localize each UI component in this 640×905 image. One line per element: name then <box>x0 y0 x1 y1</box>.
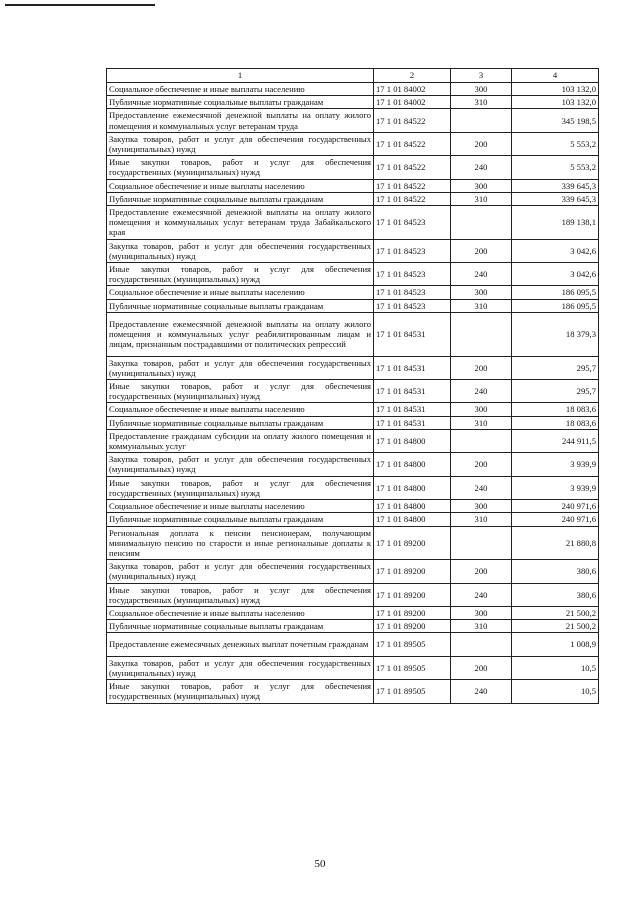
expense-type-code <box>451 206 512 240</box>
expense-type-code: 240 <box>451 476 512 499</box>
row-name: Иные закупки товаров, работ и услуг для обеспечения государственных (муниципальных) нужд <box>107 380 374 403</box>
amount: 186 095,5 <box>512 299 599 312</box>
amount: 380,6 <box>512 560 599 583</box>
expense-type-code: 310 <box>451 96 512 109</box>
expense-type-code: 200 <box>451 239 512 262</box>
table-row <box>107 500 599 513</box>
expense-type-code: 300 <box>451 500 512 513</box>
table-row <box>107 403 599 416</box>
expense-type-code: 240 <box>451 156 512 179</box>
expense-type-code: 240 <box>451 583 512 606</box>
amount: 240 971,6 <box>512 513 599 526</box>
row-name: Социальное обеспечение и иные выплаты населению <box>107 500 374 513</box>
amount: 21 500,2 <box>512 620 599 633</box>
table-row <box>107 312 599 356</box>
column-number-3: 3 <box>451 69 512 83</box>
amount: 3 042,6 <box>512 239 599 262</box>
amount: 10,5 <box>512 680 599 703</box>
table-row <box>107 606 599 619</box>
table-row <box>107 416 599 429</box>
expense-type-code: 200 <box>451 656 512 679</box>
target-article-code: 17 1 01 89200 <box>374 583 451 606</box>
table-row <box>107 192 599 205</box>
amount: 18 379,3 <box>512 312 599 356</box>
row-name: Предоставление ежемесячной денежной выплаты на оплату жилого помещения и коммунальных услуг ветеранам труда <box>107 109 374 132</box>
expense-type-code <box>451 429 512 452</box>
table-row <box>107 560 599 583</box>
expense-type-code: 200 <box>451 560 512 583</box>
expense-type-code: 300 <box>451 606 512 619</box>
expense-type-code <box>451 633 512 656</box>
page-number: 50 <box>314 858 326 870</box>
target-article-code: 17 1 01 84002 <box>374 83 451 96</box>
top-rule <box>5 4 155 6</box>
expense-type-code <box>451 312 512 356</box>
row-name: Закупка товаров, работ и услуг для обеспечения государственных (муниципальных) нужд <box>107 239 374 262</box>
row-name: Публичные нормативные социальные выплаты гражданам <box>107 416 374 429</box>
row-name: Социальное обеспечение и иные выплаты населению <box>107 606 374 619</box>
table-row <box>107 299 599 312</box>
expense-type-code: 200 <box>451 453 512 476</box>
row-name: Региональная доплата к пенсии пенсионерам, получающим минимальную пенсию по старости и иные региональные доплаты к пенсиям <box>107 526 374 560</box>
target-article-code: 17 1 01 89505 <box>374 633 451 656</box>
table-row <box>107 583 599 606</box>
row-name: Иные закупки товаров, работ и услуг для обеспечения государственных (муниципальных) нужд <box>107 583 374 606</box>
amount: 5 553,2 <box>512 156 599 179</box>
amount: 103 132,0 <box>512 96 599 109</box>
target-article-code: 17 1 01 84531 <box>374 312 451 356</box>
table-row <box>107 380 599 403</box>
table-row <box>107 96 599 109</box>
expense-type-code: 300 <box>451 403 512 416</box>
target-article-code: 17 1 01 84522 <box>374 179 451 192</box>
row-name: Закупка товаров, работ и услуг для обеспечения государственных (муниципальных) нужд <box>107 560 374 583</box>
column-number-4: 4 <box>512 69 599 83</box>
table-row <box>107 263 599 286</box>
target-article-code: 17 1 01 84531 <box>374 356 451 379</box>
table-row <box>107 239 599 262</box>
table-row <box>107 156 599 179</box>
amount: 339 645,3 <box>512 192 599 205</box>
row-name: Предоставление ежемесячной денежной выплаты на оплату жилого помещения и коммунальных услуг ветеранам труда Забайкальского края <box>107 206 374 240</box>
target-article-code: 17 1 01 84531 <box>374 416 451 429</box>
expense-type-code: 300 <box>451 286 512 299</box>
row-name: Социальное обеспечение и иные выплаты населению <box>107 83 374 96</box>
target-article-code: 17 1 01 84800 <box>374 453 451 476</box>
row-name: Иные закупки товаров, работ и услуг для обеспечения государственных (муниципальных) нужд <box>107 263 374 286</box>
target-article-code: 17 1 01 84522 <box>374 132 451 155</box>
target-article-code: 17 1 01 84523 <box>374 263 451 286</box>
amount: 21 500,2 <box>512 606 599 619</box>
expense-type-code: 310 <box>451 192 512 205</box>
target-article-code: 17 1 01 84800 <box>374 513 451 526</box>
table-row <box>107 633 599 656</box>
amount: 3 939,9 <box>512 453 599 476</box>
table-row <box>107 286 599 299</box>
target-article-code: 17 1 01 84522 <box>374 109 451 132</box>
target-article-code: 17 1 01 89505 <box>374 680 451 703</box>
expense-type-code: 240 <box>451 380 512 403</box>
table-body <box>107 83 599 704</box>
table-row <box>107 356 599 379</box>
table-row <box>107 109 599 132</box>
expense-type-code: 300 <box>451 83 512 96</box>
expense-type-code: 300 <box>451 179 512 192</box>
amount: 295,7 <box>512 356 599 379</box>
amount: 380,6 <box>512 583 599 606</box>
table-row <box>107 179 599 192</box>
target-article-code: 17 1 01 84800 <box>374 429 451 452</box>
amount: 18 083,6 <box>512 403 599 416</box>
row-name: Публичные нормативные социальные выплаты гражданам <box>107 299 374 312</box>
expense-type-code: 240 <box>451 680 512 703</box>
table-row <box>107 656 599 679</box>
target-article-code: 17 1 01 89505 <box>374 656 451 679</box>
row-name: Социальное обеспечение и иные выплаты населению <box>107 403 374 416</box>
amount: 240 971,6 <box>512 500 599 513</box>
row-name: Закупка товаров, работ и услуг для обеспечения государственных (муниципальных) нужд <box>107 132 374 155</box>
expense-type-code: 310 <box>451 513 512 526</box>
target-article-code: 17 1 01 84523 <box>374 239 451 262</box>
expense-type-code: 200 <box>451 132 512 155</box>
row-name: Социальное обеспечение и иные выплаты населению <box>107 179 374 192</box>
target-article-code: 17 1 01 89200 <box>374 606 451 619</box>
budget-table <box>106 68 599 704</box>
table-row <box>107 526 599 560</box>
row-name: Предоставление ежемесячных денежных выплат почетным гражданам <box>107 633 374 656</box>
amount: 5 553,2 <box>512 132 599 155</box>
amount: 3 939,9 <box>512 476 599 499</box>
target-article-code: 17 1 01 84523 <box>374 286 451 299</box>
target-article-code: 17 1 01 84531 <box>374 403 451 416</box>
amount: 10,5 <box>512 656 599 679</box>
table-row <box>107 680 599 703</box>
column-number-1: 1 <box>107 69 374 83</box>
column-number-2: 2 <box>374 69 451 83</box>
amount: 345 198,5 <box>512 109 599 132</box>
target-article-code: 17 1 01 84800 <box>374 476 451 499</box>
amount: 244 911,5 <box>512 429 599 452</box>
row-name: Закупка товаров, работ и услуг для обеспечения государственных (муниципальных) нужд <box>107 356 374 379</box>
expense-type-code: 310 <box>451 620 512 633</box>
target-article-code: 17 1 01 89200 <box>374 560 451 583</box>
amount: 21 880,8 <box>512 526 599 560</box>
amount: 103 132,0 <box>512 83 599 96</box>
table-row <box>107 620 599 633</box>
expense-type-code: 310 <box>451 299 512 312</box>
expense-type-code: 240 <box>451 263 512 286</box>
row-name: Предоставление гражданам субсидии на оплату жилого помещения и коммунальных услуг <box>107 429 374 452</box>
table-row <box>107 83 599 96</box>
amount: 1 008,9 <box>512 633 599 656</box>
amount: 295,7 <box>512 380 599 403</box>
target-article-code: 17 1 01 84522 <box>374 156 451 179</box>
target-article-code: 17 1 01 89200 <box>374 526 451 560</box>
table-row <box>107 206 599 240</box>
amount: 339 645,3 <box>512 179 599 192</box>
amount: 189 138,1 <box>512 206 599 240</box>
expense-type-code: 310 <box>451 416 512 429</box>
target-article-code: 17 1 01 84523 <box>374 299 451 312</box>
amount: 18 083,6 <box>512 416 599 429</box>
expense-type-code <box>451 526 512 560</box>
expense-type-code: 200 <box>451 356 512 379</box>
expense-type-code <box>451 109 512 132</box>
row-name: Социальное обеспечение и иные выплаты населению <box>107 286 374 299</box>
table-row <box>107 476 599 499</box>
row-name: Публичные нормативные социальные выплаты гражданам <box>107 513 374 526</box>
target-article-code: 17 1 01 84523 <box>374 206 451 240</box>
row-name: Иные закупки товаров, работ и услуг для обеспечения государственных (муниципальных) нужд <box>107 476 374 499</box>
target-article-code: 17 1 01 84531 <box>374 380 451 403</box>
row-name: Иные закупки товаров, работ и услуг для обеспечения государственных (муниципальных) нужд <box>107 680 374 703</box>
amount: 186 095,5 <box>512 286 599 299</box>
row-name: Публичные нормативные социальные выплаты гражданам <box>107 96 374 109</box>
column-number-row <box>107 69 599 83</box>
table-row <box>107 513 599 526</box>
amount: 3 042,6 <box>512 263 599 286</box>
table-row <box>107 429 599 452</box>
table-row <box>107 132 599 155</box>
row-name: Закупка товаров, работ и услуг для обеспечения государственных (муниципальных) нужд <box>107 453 374 476</box>
row-name: Предоставление ежемесячной денежной выплаты на оплату жилого помещения и коммунальных услуг реабилитированным лицам и лицам, признанным пострадавшими от политических репрессий <box>107 312 374 356</box>
target-article-code: 17 1 01 84800 <box>374 500 451 513</box>
row-name: Публичные нормативные социальные выплаты гражданам <box>107 192 374 205</box>
target-article-code: 17 1 01 89200 <box>374 620 451 633</box>
target-article-code: 17 1 01 84002 <box>374 96 451 109</box>
target-article-code: 17 1 01 84522 <box>374 192 451 205</box>
row-name: Публичные нормативные социальные выплаты гражданам <box>107 620 374 633</box>
row-name: Иные закупки товаров, работ и услуг для обеспечения государственных (муниципальных) нужд <box>107 156 374 179</box>
row-name: Закупка товаров, работ и услуг для обеспечения государственных (муниципальных) нужд <box>107 656 374 679</box>
table-row <box>107 453 599 476</box>
